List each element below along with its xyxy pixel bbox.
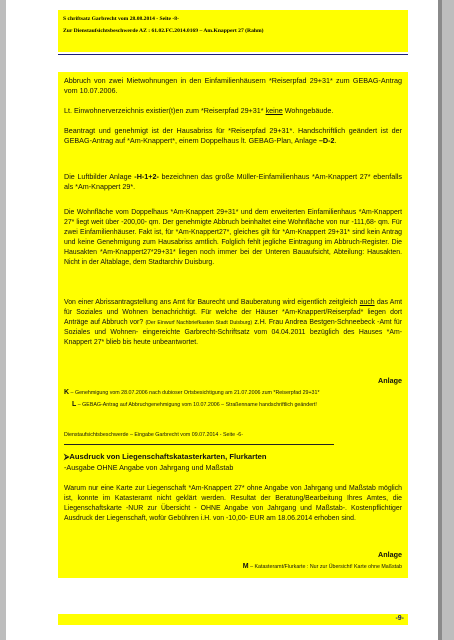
annex-l: L – GEBAG-Antrag auf Abbruchgenehmigung vom 10.07.2006 – Straßenname handschriftlich geändert! [72,401,317,408]
header-line-1: S chriftsatz Garbrecht vom 28.08.2014 - Seite -8- [63,16,179,22]
document-page [6,0,438,640]
section-subtitle: -Ausgabe OHNE Angabe von Jahrgang und Maßstab [64,463,234,472]
page-edge [438,0,442,640]
reference-line: Dienstaufsichtsbeschwerde – Eingabe Garbrecht vom 09.07.2014 - Seite -6- [64,432,244,438]
paragraph-3: Beantragt und genehmigt ist der Hausabriss für *Reiserpfad 29+31*. Handschriftlich geändert ist der GEBAG-Antrag auf *Am-Knappert*, einem Doppelhaus lt. GEBAG-Plan, Anlage –D-2. [64,126,402,145]
arrow-icon: ⮚ [64,452,70,461]
section-title: ⮚Ausdruck von Liegenschaftskatasterkarten, Flurkarten [64,452,267,461]
underlined-keine: keine [265,106,283,115]
page-number: -9- [395,615,404,622]
content-block [58,72,408,578]
header-block [58,10,408,52]
header-line-2: Zur Dienstaufsichtsbeschwerde AZ : 61.02.FC.2014.0169 – Am.Knappert 27 (Rahm) [63,28,264,34]
anlage-d2: –D-2 [318,136,335,145]
anlage-h12: -H-1+2- [134,172,159,181]
paragraph-5: Die Wohnfläche vom Doppelhaus *Am-Knappert 29+31* und dem erweiterten Einfamilienhaus *Am-Knappert 27* liegt weit über -200,00- qm. Der genehmigte Abbruch beinhaltet eine Wohnfläche von nur -111,68- qm. Für zwei Einfamilienhäuser. Fakt ist, für *Am-Knappert27*, gleiches gilt für *Am-Knappert 29+31* sind kein Antrag und keine Genehmigung zum Hausabriss amtlich. Folglich fehlt jegliche Eintragung im Abbruch-Register. Die Hausakten *Am-Knappert27*29+31* liegen noch immer bei der Unteren Bauaufsicht, Abteilung: Hausakten. Nicht in der Altablage, dem Stadtarchiv Duisburg. [64,209,402,266]
anlage-label-1: Anlage [378,376,402,385]
header-rule [58,54,408,55]
paragraph-6: Von einer Abrissantragstellung ans Amt für Baurecht und Bauberatung wird eigentlich zeitgleich auch das Amt für Soziales und Wohnen benachrichtigt. Für welche der Häuser *Am-Knappert/Reiserpfad* liegen dort Anträge auf Abbruch vor? (Der Einwurf Nachbriefkasten Stadt Duisburg) z.H. Frau Andrea Bestgen-Schneebeck -Amt für Soziales und Wohnen- eingereichte Garbrecht-Schriftsatz vom 04.04.2011 bezüglich des Hauses *Am-Knappert 27* blieb bis heute unbeantwortet. [64,299,403,346]
annex-m: M – Katasteramt/Flurkarte : Nur zur Übersicht! Karte ohne Maßstab [242,563,402,570]
anlage-label-2: Anlage [378,550,402,559]
annex-k: K – Genehmigung vom 28.07.2006 nach dubioser Ortsbesichtigung am 21.07.2006 zum *Reiserpfad 29+31* [64,389,320,396]
paragraph-4: Die Luftbilder Anlage -H-1+2- bezeichnen das große Müller-Einfamilienhaus *Am-Knappert 27* ebenfalls als *Am-Knappert 29*. [64,172,402,191]
separator-line [64,444,334,445]
paragraph-2: Lt. Einwohnerverzeichnis existier(t)en zum *Reiserpfad 29+31* keine Wohngebäude. [64,106,334,115]
paragraph-1: Abbruch von zwei Mietwohnungen in den Einfamilienhäusern *Reiserpfad 29+31* zum GEBAG-Antrag vom 10.07.2006. [64,76,402,95]
section-paragraph: Warum nur eine Karte zur Liegenschaft *Am-Knappert 27* ohne Angabe von Jahrgang und Maßstab möglich ist, konnte im Katasteramt nicht geklärt werden. Resultat der Beratung/Bearbeitung Ihres Amtes, die Liegenschaftskarte -NUR zur Übersicht - OHNE Angabe von Jahrgang und Maßstab-. Kostenpflichtiger Ausdruck der Liegenschaft, wofür Gebühren i.H. von -10,00- EUR am 18.06.2014 erhoben sind. [64,485,402,522]
footer-bar [58,614,408,625]
